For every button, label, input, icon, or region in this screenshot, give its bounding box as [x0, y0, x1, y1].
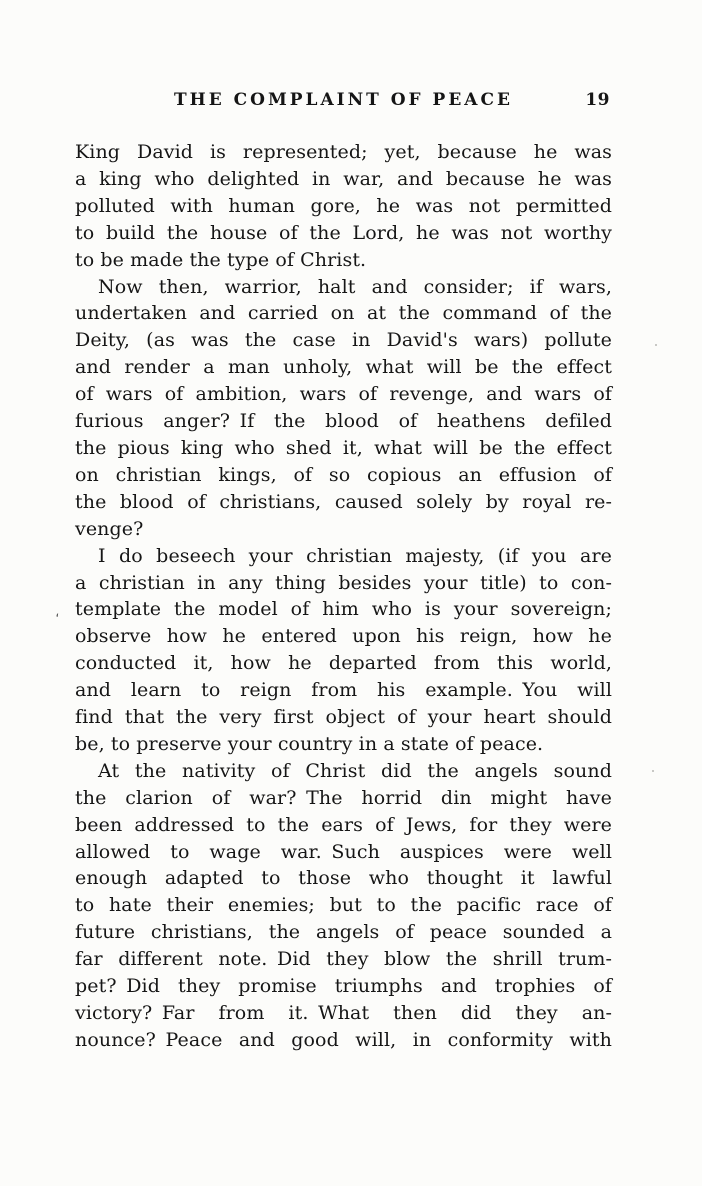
text-line: far different note. Did they blow the shrill trum- — [75, 948, 612, 971]
page-title: THE COMPLAINT OF PEACE — [174, 90, 513, 110]
text-line: the pious king who shed it, what will be the effect — [75, 436, 612, 459]
text-line: At the nativity of Christ did the angels sound — [98, 759, 612, 782]
text-line: I do beseech your christian majesty, (if you are — [98, 544, 612, 567]
running-header — [75, 90, 612, 112]
text-line: nounce? Peace and good will, in conformity with — [75, 1028, 612, 1051]
text-line: template the model of him who is your sovereign; — [75, 598, 612, 621]
scan-speck — [655, 344, 657, 346]
text-line: venge? — [75, 517, 144, 540]
text-line: King David is represented; yet, because he was — [75, 141, 612, 163]
text-line: observe how he entered upon his reign, how he — [75, 625, 612, 648]
text-line: to build the house of the Lord, he was not worthy — [75, 221, 612, 244]
text-line: the clarion of war? The horrid din might have — [75, 786, 612, 809]
text-line: been addressed to the ears of Jews, for they were — [75, 813, 612, 836]
text-line: to hate their enemies; but to the pacific race of — [75, 894, 612, 917]
text-line: conducted it, how he departed from this world, — [75, 652, 612, 675]
text-line: pet? Did they promise triumphs and trophies of — [75, 975, 612, 998]
text-line: allowed to wage war. Such auspices were well — [75, 840, 612, 863]
text-line: to be made the type of Christ. — [75, 248, 367, 271]
text-line: enough adapted to those who thought it lawful — [75, 867, 612, 890]
text-line: be, to preserve your country in a state of peace. — [75, 732, 544, 755]
text-line: future christians, the angels of peace sounded a — [75, 921, 612, 944]
text-line: find that the very first object of your heart should — [75, 706, 612, 729]
text-line: undertaken and carried on at the command of the — [75, 302, 612, 325]
text-line: a christian in any thing besides your title) to con- — [75, 571, 612, 594]
scan-artifact-mark: ‘ — [54, 611, 62, 628]
text-line: and render a man unholy, what will be the effect — [75, 356, 612, 379]
body-text — [75, 139, 612, 1054]
text-line: Deity, (as was the case in David's wars) pollute — [75, 329, 612, 352]
scan-speck — [652, 770, 654, 772]
text-line: furious anger? If the blood of heathens defiled — [75, 410, 612, 433]
text-line: Now then, warrior, halt and consider; if wars, — [98, 275, 612, 298]
text-line: of wars of ambition, wars of revenge, and wars of — [75, 383, 612, 406]
page-number: 19 — [585, 90, 610, 110]
paragraph — [75, 139, 612, 274]
text-line: a king who delighted in war, and because he was — [75, 167, 612, 190]
text-line: the blood of christians, caused solely by royal re- — [75, 490, 612, 513]
text-line: and learn to reign from his example. You will — [75, 679, 612, 702]
text-line: polluted with human gore, he was not permitted — [75, 194, 612, 217]
paragraph — [75, 543, 612, 758]
text-line: on christian kings, of so copious an effusion of — [75, 463, 612, 486]
paragraph — [75, 758, 612, 1054]
text-line: victory? Far from it. What then did they an- — [75, 1002, 612, 1024]
paragraph — [75, 274, 612, 543]
